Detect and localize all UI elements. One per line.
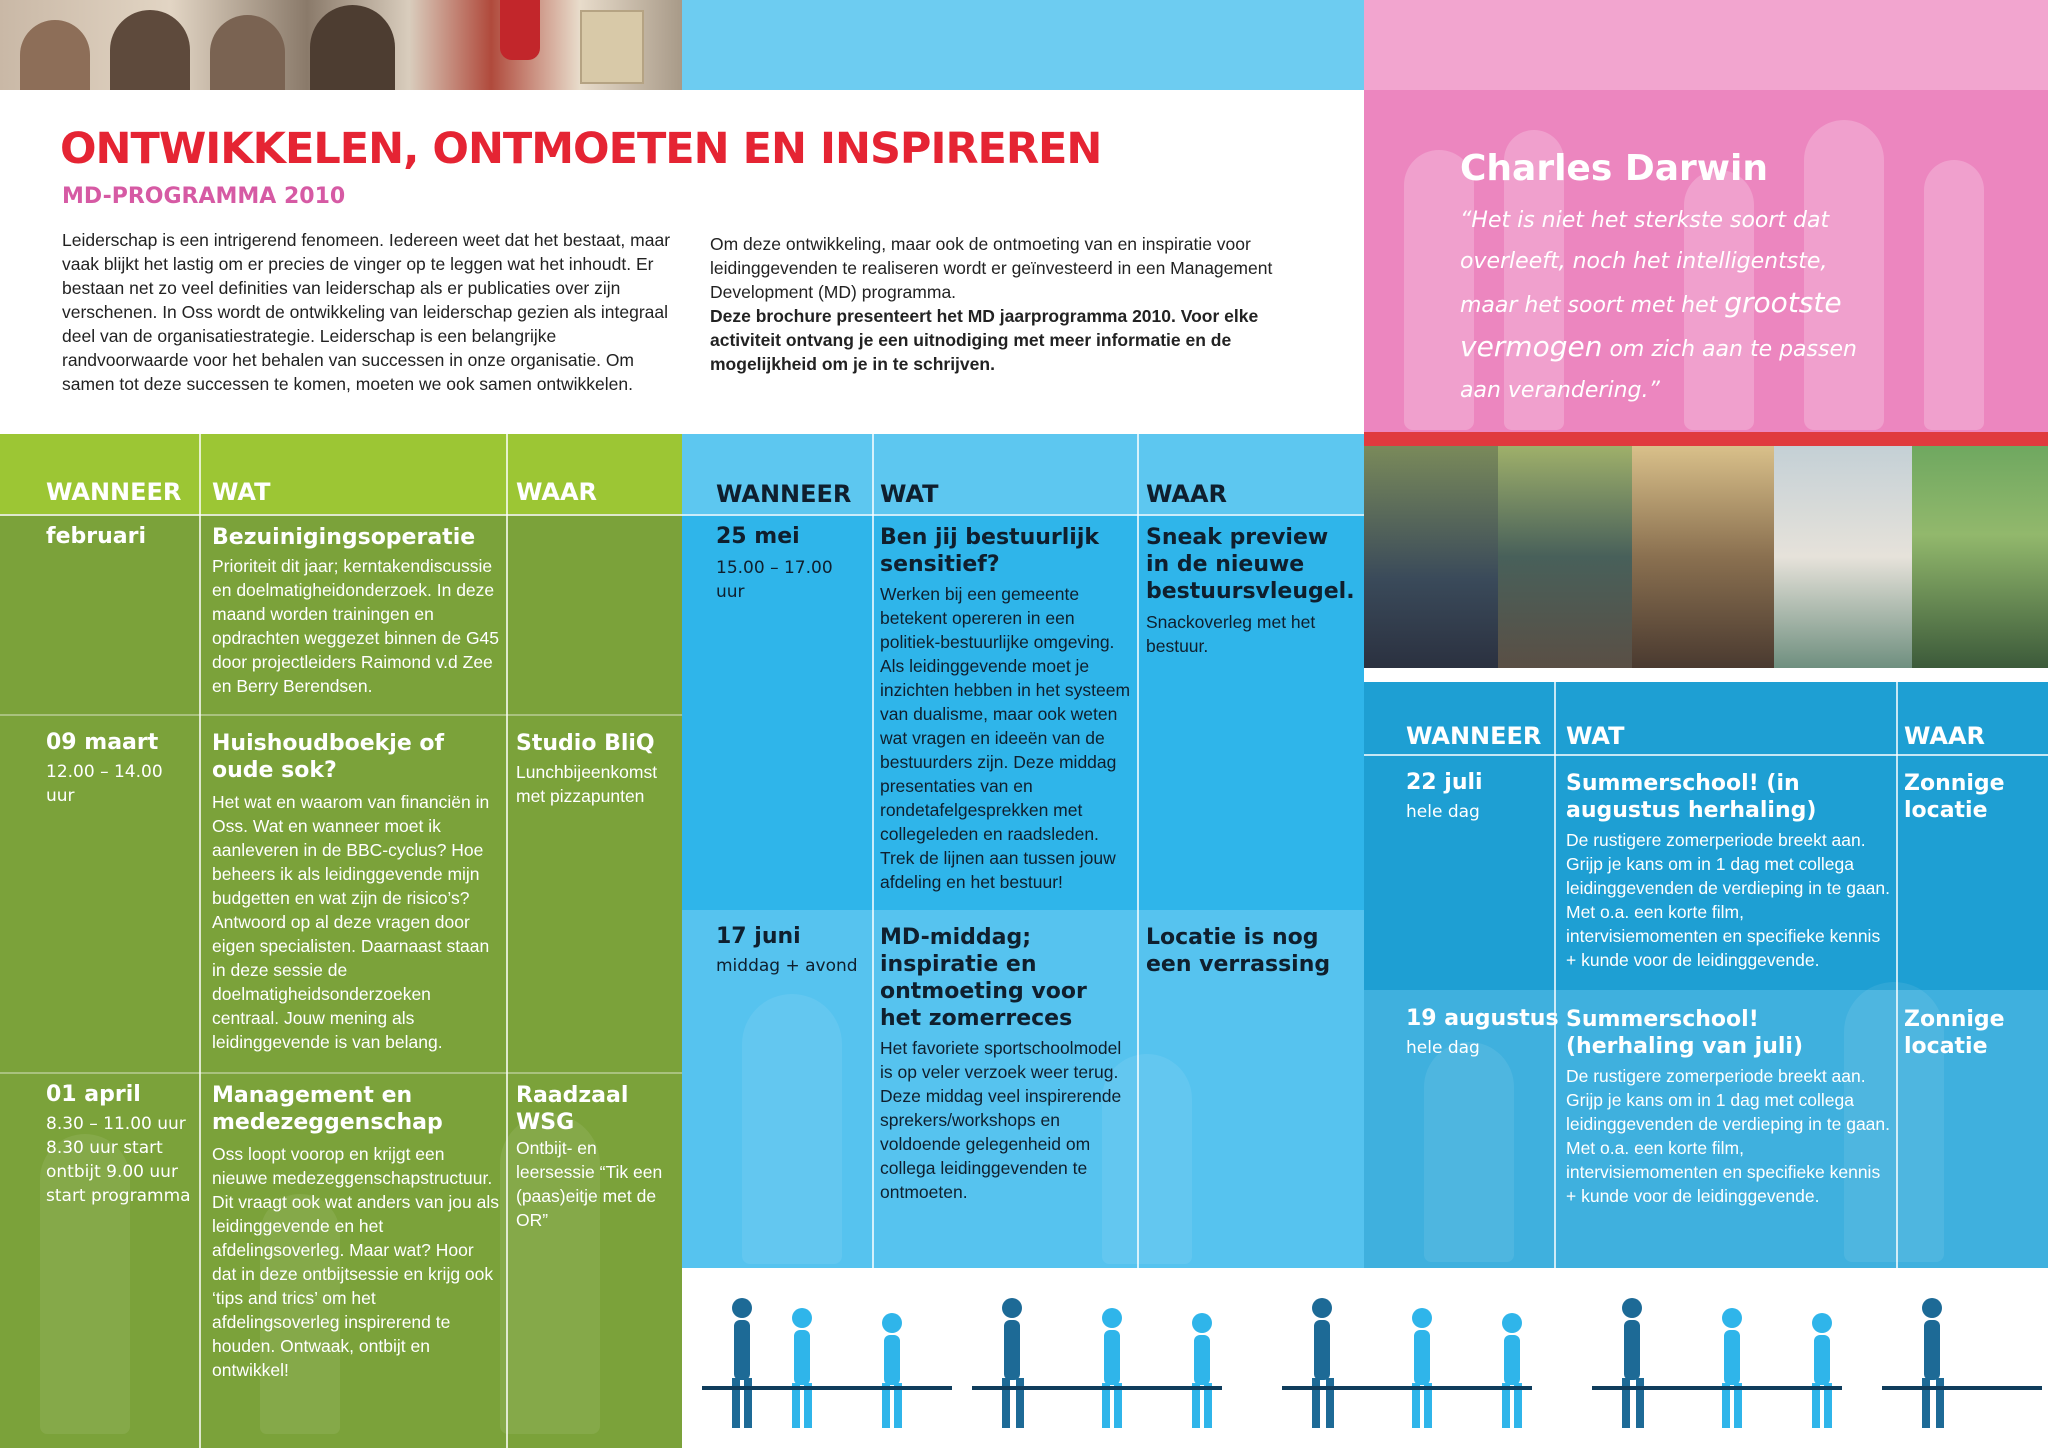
teal-row1-desc: De rustigere zomerperiode breekt aan. Grijp je kans om in 1 dag met collega leidinggevenden de verdieping in te gaan. Met o.a. een korte film, intervisiemomenten en specifieke kennis + kunde voor de leidinggevende. xyxy=(1566,830,1891,970)
blue-row1-what: Ben jij bestuurlijk sensitief? xyxy=(880,525,1100,577)
blue-header-when: WANNEER xyxy=(716,480,852,508)
green-row2-where-sub: Lunchbijeenkomst met pizzapunten xyxy=(516,762,658,806)
green-row2-when: 09 maart xyxy=(46,730,159,755)
teal-row2-when: 19 augustus xyxy=(1406,1006,1559,1031)
blue-header-where: WAAR xyxy=(1146,480,1228,508)
blue-row2-where: Locatie is nog een verrassing xyxy=(1146,925,1331,977)
intro-right-text xyxy=(710,232,1320,376)
page-title: ONTWIKKELEN, ONTMOETEN EN INSPIREREN xyxy=(60,124,1102,174)
schedule-panel-green xyxy=(0,434,682,1448)
top-photo-strip xyxy=(0,0,682,90)
green-row1-what: Bezuinigingsoperatie xyxy=(212,525,476,550)
blue-row2-what: MD-middag; inspiratie en ontmoeting voor het zomerreces xyxy=(880,925,1087,1031)
intro-left-text: Leiderschap is een intrigerend fenomeen. Iedereen weet dat het bestaat, maar vaak blijkt het lastig om er precies de vinger op te leggen wat het inhoudt. Er bestaan net zo veel definities van leiderschap als er publicaties over zijn verschenen. In Oss wordt de ontwikkeling van leiderschap gezien als integraal deel van de organisatiestrategie. Leiderschap is een belangrijke randvoorwaarde voor het behalen van successen in onze organisatie. Om samen tot deze successen te komen, moeten we ook samen ontwikkelen. xyxy=(62,230,671,394)
top-pink-band xyxy=(1364,0,2048,90)
blue-row2-when-sub: middag + avond xyxy=(716,956,858,976)
green-header-what: WAT xyxy=(212,478,271,506)
green-row2-when-sub: 12.00 – 14.00 uur xyxy=(46,762,163,806)
green-row3-where: Raadzaal WSG xyxy=(516,1083,629,1135)
quote-line-4b: om zich aan te passen xyxy=(1602,337,1857,362)
quote-line-3a: maar het soort met het xyxy=(1460,293,1725,318)
blue-row1-where-sub: Snackoverleg met het bestuur. xyxy=(1146,612,1316,656)
green-row2-where: Studio BliQ xyxy=(516,731,655,756)
teal-row1-where: Zonnige locatie xyxy=(1904,771,2005,823)
people-illustration-frieze xyxy=(682,1268,2048,1448)
teal-row2-where: Zonnige locatie xyxy=(1904,1007,2005,1059)
blue-row1-when: 25 mei xyxy=(716,524,800,549)
green-row3-when: 01 april xyxy=(46,1082,141,1107)
blue-row1-desc: Werken bij een gemeente betekent opereren in een politiek-bestuurlijke omgeving. Als leidinggevende moet je inzichten hebben in het systeem van dualisme, maar ook weten wat vragen en ideeën van de bestuurders zijn. Deze middag presentaties van en rondetafelgesprekken met collegeleden en raadsleden. Trek de lijnen aan tussen jouw afdeling en het bestuur! xyxy=(880,584,1131,892)
blue-row2-when: 17 juni xyxy=(716,924,801,949)
teal-row2-desc: De rustigere zomerperiode breekt aan. Grijp je kans om in 1 dag met collega leidinggevenden de verdieping in te gaan. Met o.a. een korte film, intervisiemomenten en specifieke kennis + kunde voor de leidinggevende. xyxy=(1566,1066,1891,1206)
page-subtitle: MD-PROGRAMMA 2010 xyxy=(62,184,346,209)
quote-text xyxy=(1460,200,1980,411)
top-blue-band xyxy=(682,0,1364,90)
blue-row1-when-sub: 15.00 – 17.00 uur xyxy=(716,558,833,602)
intro-right-plain: Om deze ontwikkeling, maar ook de ontmoeting van en inspiratie voor leidinggevenden te realiseren wordt er geïnvesteerd in een Management Development (MD) programma. xyxy=(710,234,1273,302)
quote-line-1: “Het is niet het sterkste soort dat xyxy=(1460,208,1830,233)
quote-line-4a: vermogen xyxy=(1460,330,1603,363)
teal-header-what: WAT xyxy=(1566,722,1625,750)
teal-header-where: WAAR xyxy=(1904,722,1986,750)
teal-row1-when: 22 juli xyxy=(1406,770,1483,795)
blue-header-what: WAT xyxy=(880,480,939,508)
green-row1-desc: Prioriteit dit jaar; kerntakendiscussie en doelmatigheidonderzoek. In deze maand worden trainingen en opdrachten weggezet binnen de G45 door projectleiders Raimond v.d Zee en Berry Berendsen. xyxy=(212,556,500,696)
green-row3-what: Management en medezeggenschap xyxy=(212,1083,443,1135)
teal-row1-when-sub: hele dag xyxy=(1406,802,1480,822)
green-row3-desc: Oss loopt voorop en krijgt een nieuwe medezeggenschapstructuur. Dit vraagt ook wat anders van jou als leidinggevende en het afdelingsoverleg. Maar wat? Hoor dat in deze ontbijtsessie en krijg ook ‘tips and trics’ om het afdelingsoverleg inspirerend te houden. Ontwaak, ontbijt en ontwikkel! xyxy=(212,1144,499,1380)
quote-line-3b: grootste xyxy=(1724,286,1842,319)
quote-line-2: overleeft, noch het intelligentste, xyxy=(1460,249,1828,274)
teal-row1-what: Summerschool! (in augustus herhaling) xyxy=(1566,771,1817,823)
green-header-where: WAAR xyxy=(516,478,598,506)
green-row3-where-sub: Ontbijt- en leersessie “Tik een (paas)eitje met de OR” xyxy=(516,1138,663,1230)
schedule-panel-blue xyxy=(682,434,1364,1268)
quote-line-5: aan verandering.” xyxy=(1460,378,1660,403)
green-row2-what: Huishoudboekje of oude sok? xyxy=(212,731,445,783)
photo-collage xyxy=(1364,446,2048,682)
schedule-panel-teal xyxy=(1364,682,2048,1268)
quote-author: Charles Darwin xyxy=(1460,148,1768,189)
intro-right-bold: Deze brochure presenteert het MD jaarprogramma 2010. Voor elke activiteit ontvang je een uitnodiging met meer informatie en de mogelijkheid om je in te schrijven. xyxy=(710,306,1259,374)
blue-row1-where: Sneak preview in de nieuwe bestuursvleugel. xyxy=(1146,525,1355,604)
green-row2-desc: Het wat en waarom van financiën in Oss. Wat en wanneer moet ik aanleveren in de BBC-cyclus? Hoe beheers ik als leidinggevende mijn budgetten en wat zijn de risico’s? Antwoord op al deze vragen door eigen specialisten. Daarnaast staan in deze sessie de doelmatigheidsonderzoeken centraal. Jouw mening als leidinggevende is van belang. xyxy=(212,792,490,1052)
green-row3-when-sub: 8.30 – 11.00 uur 8.30 uur start ontbijt 9.00 uur start programma xyxy=(46,1114,191,1206)
quote-red-divider xyxy=(1364,432,2048,446)
teal-row2-what: Summerschool! (herhaling van juli) xyxy=(1566,1007,1803,1059)
blue-row2-desc: Het favoriete sportschoolmodel is op veler verzoek weer terug. Deze middag veel inspirerende sprekers/workshops en voldoende gelegenheid om collega leidinggevenden te ontmoeten. xyxy=(880,1038,1122,1202)
green-header-when: WANNEER xyxy=(46,478,182,506)
people-silhouettes xyxy=(682,1268,2048,1448)
green-row1-when: februari xyxy=(46,524,146,549)
teal-header-when: WANNEER xyxy=(1406,722,1542,750)
teal-row2-when-sub: hele dag xyxy=(1406,1038,1480,1058)
